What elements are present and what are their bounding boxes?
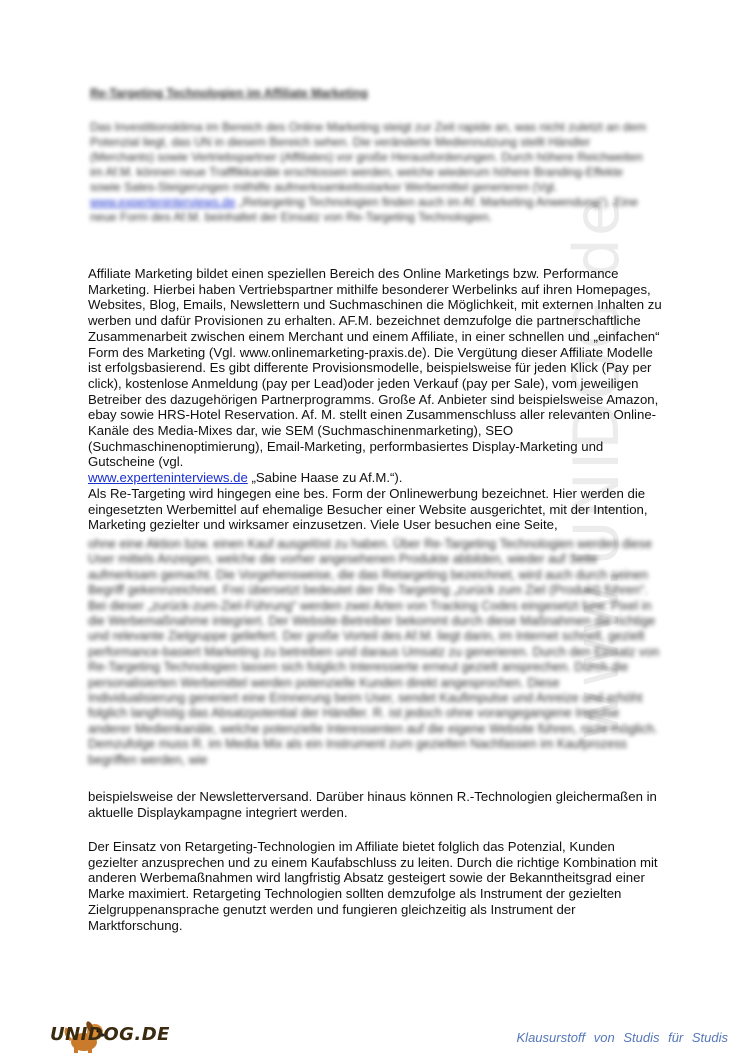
newsletter-paragraph: beispielsweise der Newsletterversand. Darüber hinaus können R.-Technologien gleichermaßen in aktuelle Displaykampagne integriert werden.: [88, 789, 657, 820]
blurred-paragraph: ohne eine Aktion bzw. einen Kauf ausgelöst zu haben. Über Re-Targeting Technologien werden diese User mittels Anzeigen, welche die vorher angesehenen Produkte abbilden, wieder auf Seite aufmerksam gemacht. Die Vorgehensweise, die das Retargeting bezeichnet, wird auch durch seinen Begriff gekennzeichnet. Frei übersetzt bedeutet der Re-Targeting „zurück zum Ziel (Produkt) führen“. Bei dieser „zurück-zum-Ziel-Führung“ werden zwei Arten von Tracking Codes eingesetzt bzw. Pixel in die Werbemaßnahme integriert. Der Website-Betreiber bekommt durch diese Maßnahmen die richtige und relevante Zielgruppe geliefert. Der große Vorteil des Af.M. liegt darin, im Internet schnell, gezielt performance-basiert Marketing zu betreiben und daraus Umsatz zu generieren. Durch den Einsatz von Re-Targeting Technologien lassen sich folglich Interessierte erneut gezielt ansprechen. Durch die personalisierten Werbemittel werden potenzielle Kunden direkt angesprochen. Diese Individualisierung generiert eine Erinnerung beim User, sendet Kaufimpulse und Anreize und erhöht folglich langfristig das Absatzpotential der Händler. R. ist jedoch ohne vorangegangene Impulse anderer Medienkanäle, welche potenzielle Interessenten auf die eigene Website führen, nicht möglich. Demzufolge muss R. im Media Mix als ein Instrument zum gezielten Nachfassen im Kaufprozess begriffen werden, wie: [88, 537, 660, 767]
affiliate-paragraph: [88, 266, 663, 533]
intro-paragraph: [90, 120, 650, 225]
footer-slogan: Klausurstoff von Studis für Studis: [516, 1030, 728, 1045]
document-title: Re-Targeting Technologien im Affiliate Marketing: [90, 86, 368, 100]
intro-text: Das Investitionsklima im Bereich des Online Marketing steigt zur Zeit rapide an, was nicht zuletzt an dem Potenzial liegt, das UN in diesem Bereich sehen. Die veränderte Mediennutzung stellt Händler (Merchants) sowie Vertriebspartner (Affiliates) vor große Herausforderungen. Durch höhere Reichweiten im Af.M. können neue Trafffikkanäle erschlossen werden, welche wiederum höhere Branding-Effekte sowie Sales-Steigerungen mithilfe aufmerksamkeitsstarker Werbemittel generieren (Vgl.: [90, 120, 647, 194]
affiliate-citation: „Sabine Haase zu Af.M.“).: [247, 470, 403, 486]
intro-text-end: „Retargeting Technologien finden auch im Af. Marketing Anwendung“). Eine neue Form des Af.M. beinhaltet der Einsatz von Re-Targeting Technologien.: [90, 195, 639, 224]
affiliate-link[interactable]: www.experteninterviews.de: [88, 470, 248, 486]
affiliate-text: Affiliate Marketing bildet einen speziellen Bereich des Online Marketings bzw. Performance Marketing. Hierbei haben Vertriebspartner mithilfe besonderer Werbelinks auf ihren Homepages, Websites, Blog, Emails, Newslettern und Suchmaschinen die Möglichkeit, mit externen Inhalten zu werben und dafür Provisionen zu erhalten. AF.M. bezeichnet demzufolge die partnerschaftliche Zusammenarbeit zwischen einem Merchant und einem Affiliate, in einer schnellen und „einfachen“ Form des Marketing (Vgl. www.onlinemarketing-praxis.de). Die Vergütung dieser Affiliate Modelle ist erfolgsbasierend. Es gibt differente Provisionsmodelle, beispielsweise für jeden Klick (Pay per click), kostenlose Anmeldung (pay per Lead)oder jeden Verkauf (pay per Sale), vom jeweiligen Betreiber des dazugehörigen Partnerprogramms. Große Af. Anbieter sind beispielsweise Amazon, ebay sowie HRS-Hotel Reservation. Af. M. stellt einen Zusammenschluss aller relevanten Online-Kanäle des Media-Mixes dar, wie SEM (Suchmaschinenmarketing), SEO (Suchmaschinenoptimierung), Email-Marketing, performbasiertes Display-Marketing und Gutscheine (vgl.: [88, 266, 662, 470]
watermark: www.UNIDOG.de: [560, 196, 633, 740]
conclusion-paragraph: Der Einsatz von Retargeting-Technologien im Affiliate bietet folglich das Potenzial, Kunden gezielter anzusprechen und zu einem Kaufabschluss zu leiten. Durch die richtige Kombination mit anderen Werbemaßnahmen wird langfristig Absatz gesteigert sowie der Bekanntheitsgrad einer Marke maximiert. Retargeting Technologien sollten demzufolge als Instrument der gezielten Zielgruppenansprache genutzt werden und fungieren gleichzeitig als Instrument der Marktforschung.: [88, 839, 658, 933]
retargeting-intro: Als Re-Targeting wird hingegen eine bes. Form der Onlinewerbung bezeichnet. Hier werden die eingesetzten Werbemittel auf ehemalige Besucher einer Website ausgerichtet, mit der Intention, Marketing gezielter und wirksamer einzusetzen. Viele User besuchen eine Seite,: [88, 485, 648, 533]
intro-link[interactable]: www.experteninterviews.de: [90, 195, 236, 209]
logo-text[interactable]: UNIDOG.DE: [50, 1024, 170, 1045]
